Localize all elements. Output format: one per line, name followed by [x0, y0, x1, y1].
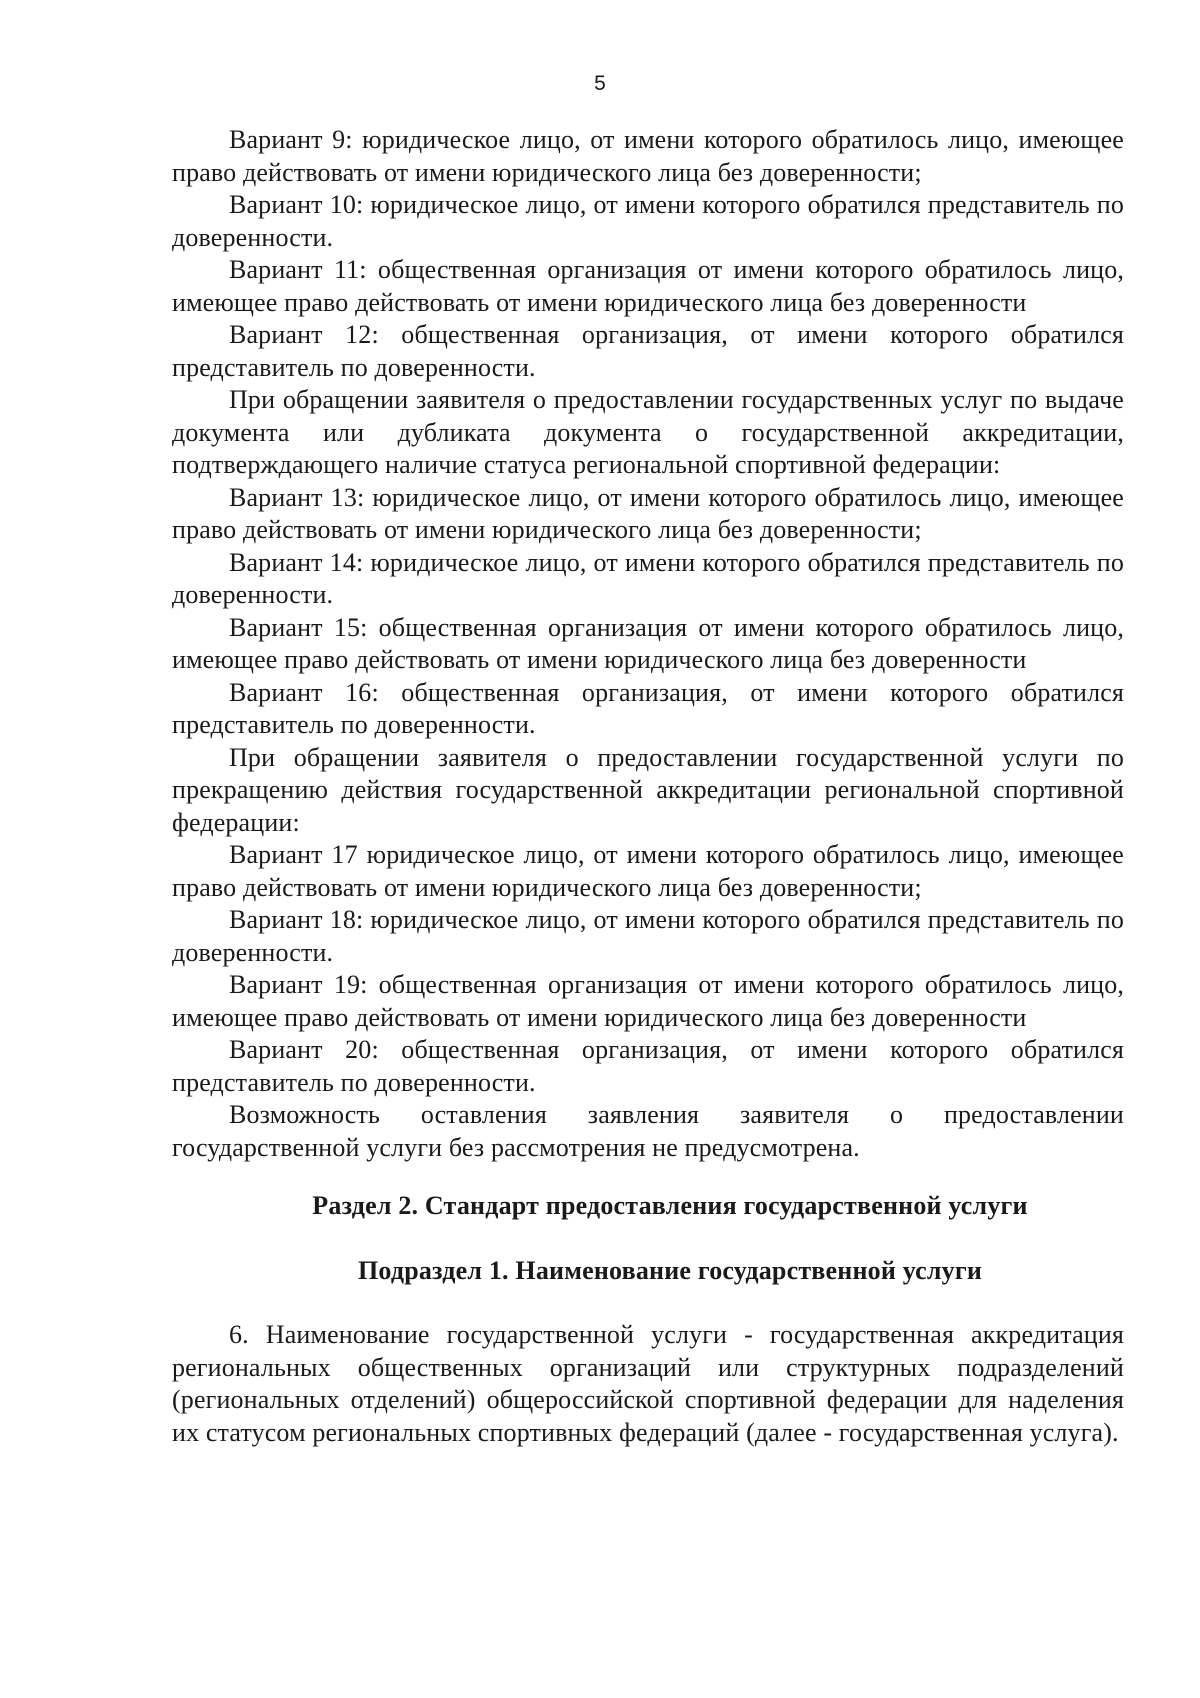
paragraph-duplicate-issuance-intro: При обращении заявителя о предоставлении государственных услуг по выдаче документа или дубликата документа о государственной аккредитации, подтверждающего наличие статуса региональной спортивной федерации:: [172, 385, 1124, 479]
paragraph-variant-15: Вариант 15: общественная организация от имени которого обратилось лицо, имеющее право действовать от имени юридического лица без доверенности: [172, 612, 1124, 674]
paragraph-variant-9: Вариант 9: юридическое лицо, от имени которого обратилось лицо, имеющее право действовать от имени юридического лица без доверенности;: [172, 125, 1124, 187]
subsection-heading: Подраздел 1. Наименование государственной услуги: [357, 1255, 983, 1285]
paragraph-variant-10: Вариант 10: юридическое лицо, от имени которого обратился представитель по доверенности.: [172, 190, 1124, 252]
paragraph-variant-17: Вариант 17 юридическое лицо, от имени которого обратилось лицо, имеющее право действовать от имени юридического лица без доверенности;: [172, 840, 1124, 902]
paragraph-variant-20: Вариант 20: общественная организация, от имени которого обратился представитель по доверенности.: [172, 1035, 1124, 1097]
paragraph-termination-intro: При обращении заявителя о предоставлении государственной услуги по прекращению действия государственной аккредитации региональной спортивной федерации:: [172, 742, 1124, 837]
section-heading: Раздел 2. Стандарт предоставления государственной услуги: [312, 1191, 1028, 1220]
paragraph-variant-18: Вариант 18: юридическое лицо, от имени которого обратился представитель по доверенности.: [172, 905, 1124, 967]
paragraph-service-name: 6. Наименование государственной услуги - государственная аккредитация региональных общественных организаций или структурных подразделений (региональных отделений) общероссийской спортивной федерации для наделения их статусом региональных спортивных федераций (далее - государственная услуга).: [172, 1320, 1124, 1447]
paragraph-variant-13: Вариант 13: юридическое лицо, от имени которого обратилось лицо, имеющее право действовать от имени юридического лица без доверенности;: [172, 482, 1124, 544]
paragraph-variant-12: Вариант 12: общественная организация, от имени которого обратился представитель по доверенности.: [172, 320, 1124, 382]
paragraph-variant-14: Вариант 14: юридическое лицо, от имени которого обратился представитель по доверенности.: [172, 547, 1124, 609]
paragraph-no-review-option: Возможность оставления заявления заявителя о предоставлении государственной услуги без рассмотрения не предусмотрена.: [172, 1100, 1124, 1162]
paragraph-variant-16: Вариант 16: общественная организация, от имени которого обратился представитель по доверенности.: [172, 677, 1124, 739]
paragraph-variant-19: Вариант 19: общественная организация от имени которого обратилось лицо, имеющее право действовать от имени юридического лица без доверенности: [172, 970, 1124, 1032]
document-body: [172, 124, 1124, 1449]
paragraph-variant-11: Вариант 11: общественная организация от имени которого обратилось лицо, имеющее право действовать от имени юридического лица без доверенности: [172, 255, 1124, 317]
page-number: 5: [594, 72, 606, 95]
